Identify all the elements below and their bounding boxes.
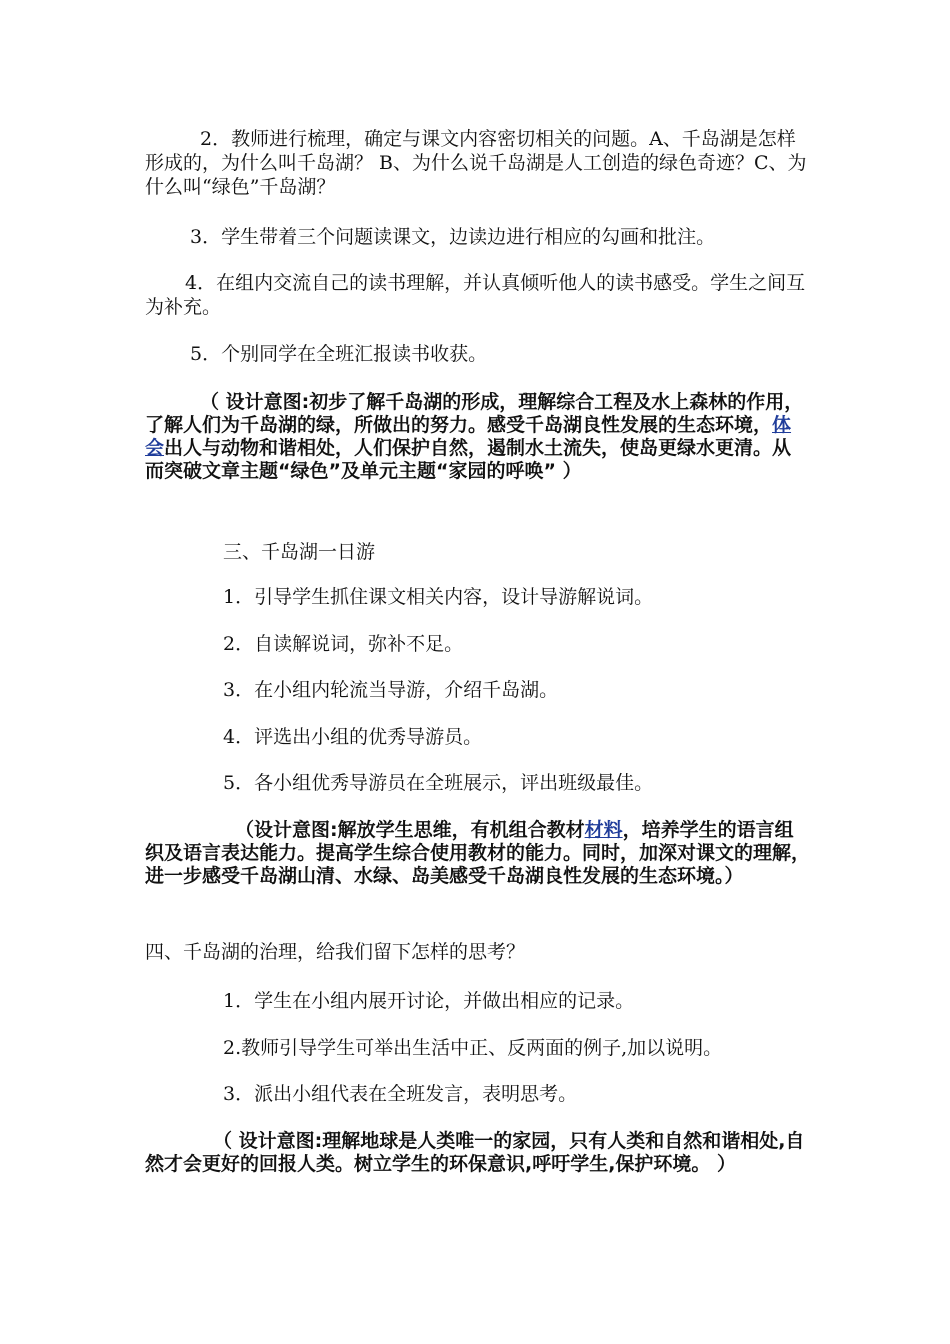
design-intent-3: （ 设计意图:理解地球是人类唯一的家园，只有人类和自然和谐相处,自然才会更好的回报人类。树立学生的环保意识,呼吁学生,保护环境。 ）: [145, 1130, 805, 1175]
step-4-paragraph: 4．在组内交流自己的读书理解，并认真倾听他人的读书感受。学生之间互为补充。: [145, 272, 806, 318]
section-4-step-1: 1．学生在小组内展开讨论，并做出相应的记录。: [223, 990, 635, 1012]
cailiao-link[interactable]: 材料: [584, 819, 623, 841]
section-3-step-5: 5．各小组优秀导游员在全班展示，评出班级最佳。: [223, 772, 654, 794]
section-3-step-3: 3．在小组内轮流当导游，介绍千岛湖。: [223, 679, 559, 701]
design-intent-1-text-b: 出人与动物和谐相处，人们保护自然，遏制水土流失，使岛更绿水更清。从而突破文章主题“绿色”及单元主题“家园的呼唤” ）: [145, 437, 792, 482]
section-4-step-3: 3．派出小组代表在全班发言，表明思考。: [223, 1083, 578, 1105]
design-intent-1-text-a: （ 设计意图:初步了解千岛湖的形成，理解综合工程及水上森林的作用，了解人们为千岛湖的绿，所做出的努力。感受千岛湖良性发展的生态环境，: [145, 391, 804, 436]
design-intent-2: [145, 819, 810, 888]
section-3-step-2: 2．自读解说词，弥补不足。: [223, 633, 464, 655]
section-3-step-1: 1．引导学生抓住课文相关内容，设计导游解说词。: [223, 586, 654, 608]
section-3-heading: 三、千岛湖一日游: [223, 541, 376, 563]
design-intent-1: [145, 391, 810, 483]
section-4-step-2: 2.教师引导学生可举出生活中正、反两面的例子,加以说明。: [223, 1037, 723, 1059]
step-5-paragraph: 5．个别同学在全班汇报读书收获。: [190, 343, 488, 365]
section-4-heading: 四、千岛湖的治理，给我们留下怎样的思考？: [145, 941, 526, 963]
design-intent-2-text-b: ，培养学生的语言组织及语言表达能力。提高学生综合使用教材的能力。同时，加深对课文的理解，进一步感受千岛湖山清、水绿、岛美感受千岛湖良性发展的生态环境。）: [145, 819, 811, 887]
design-intent-2-text-a: （设计意图:解放学生思维，有机组合教材: [235, 819, 585, 841]
tihui-link[interactable]: 体会: [145, 414, 792, 459]
section-3-step-4: 4．评选出小组的优秀导游员。: [223, 726, 483, 748]
step-3-paragraph: 3．学生带着三个问题读课文，边读边进行相应的勾画和批注。: [190, 226, 716, 248]
step-2-paragraph: 2．教师进行梳理，确定与课文内容密切相关的问题。A、千岛湖是怎样形成的，为什么叫千岛湖？ B、为什么说千岛湖是人工创造的绿色奇迹？C、为什么叫“绿色”千岛湖？: [145, 128, 807, 198]
